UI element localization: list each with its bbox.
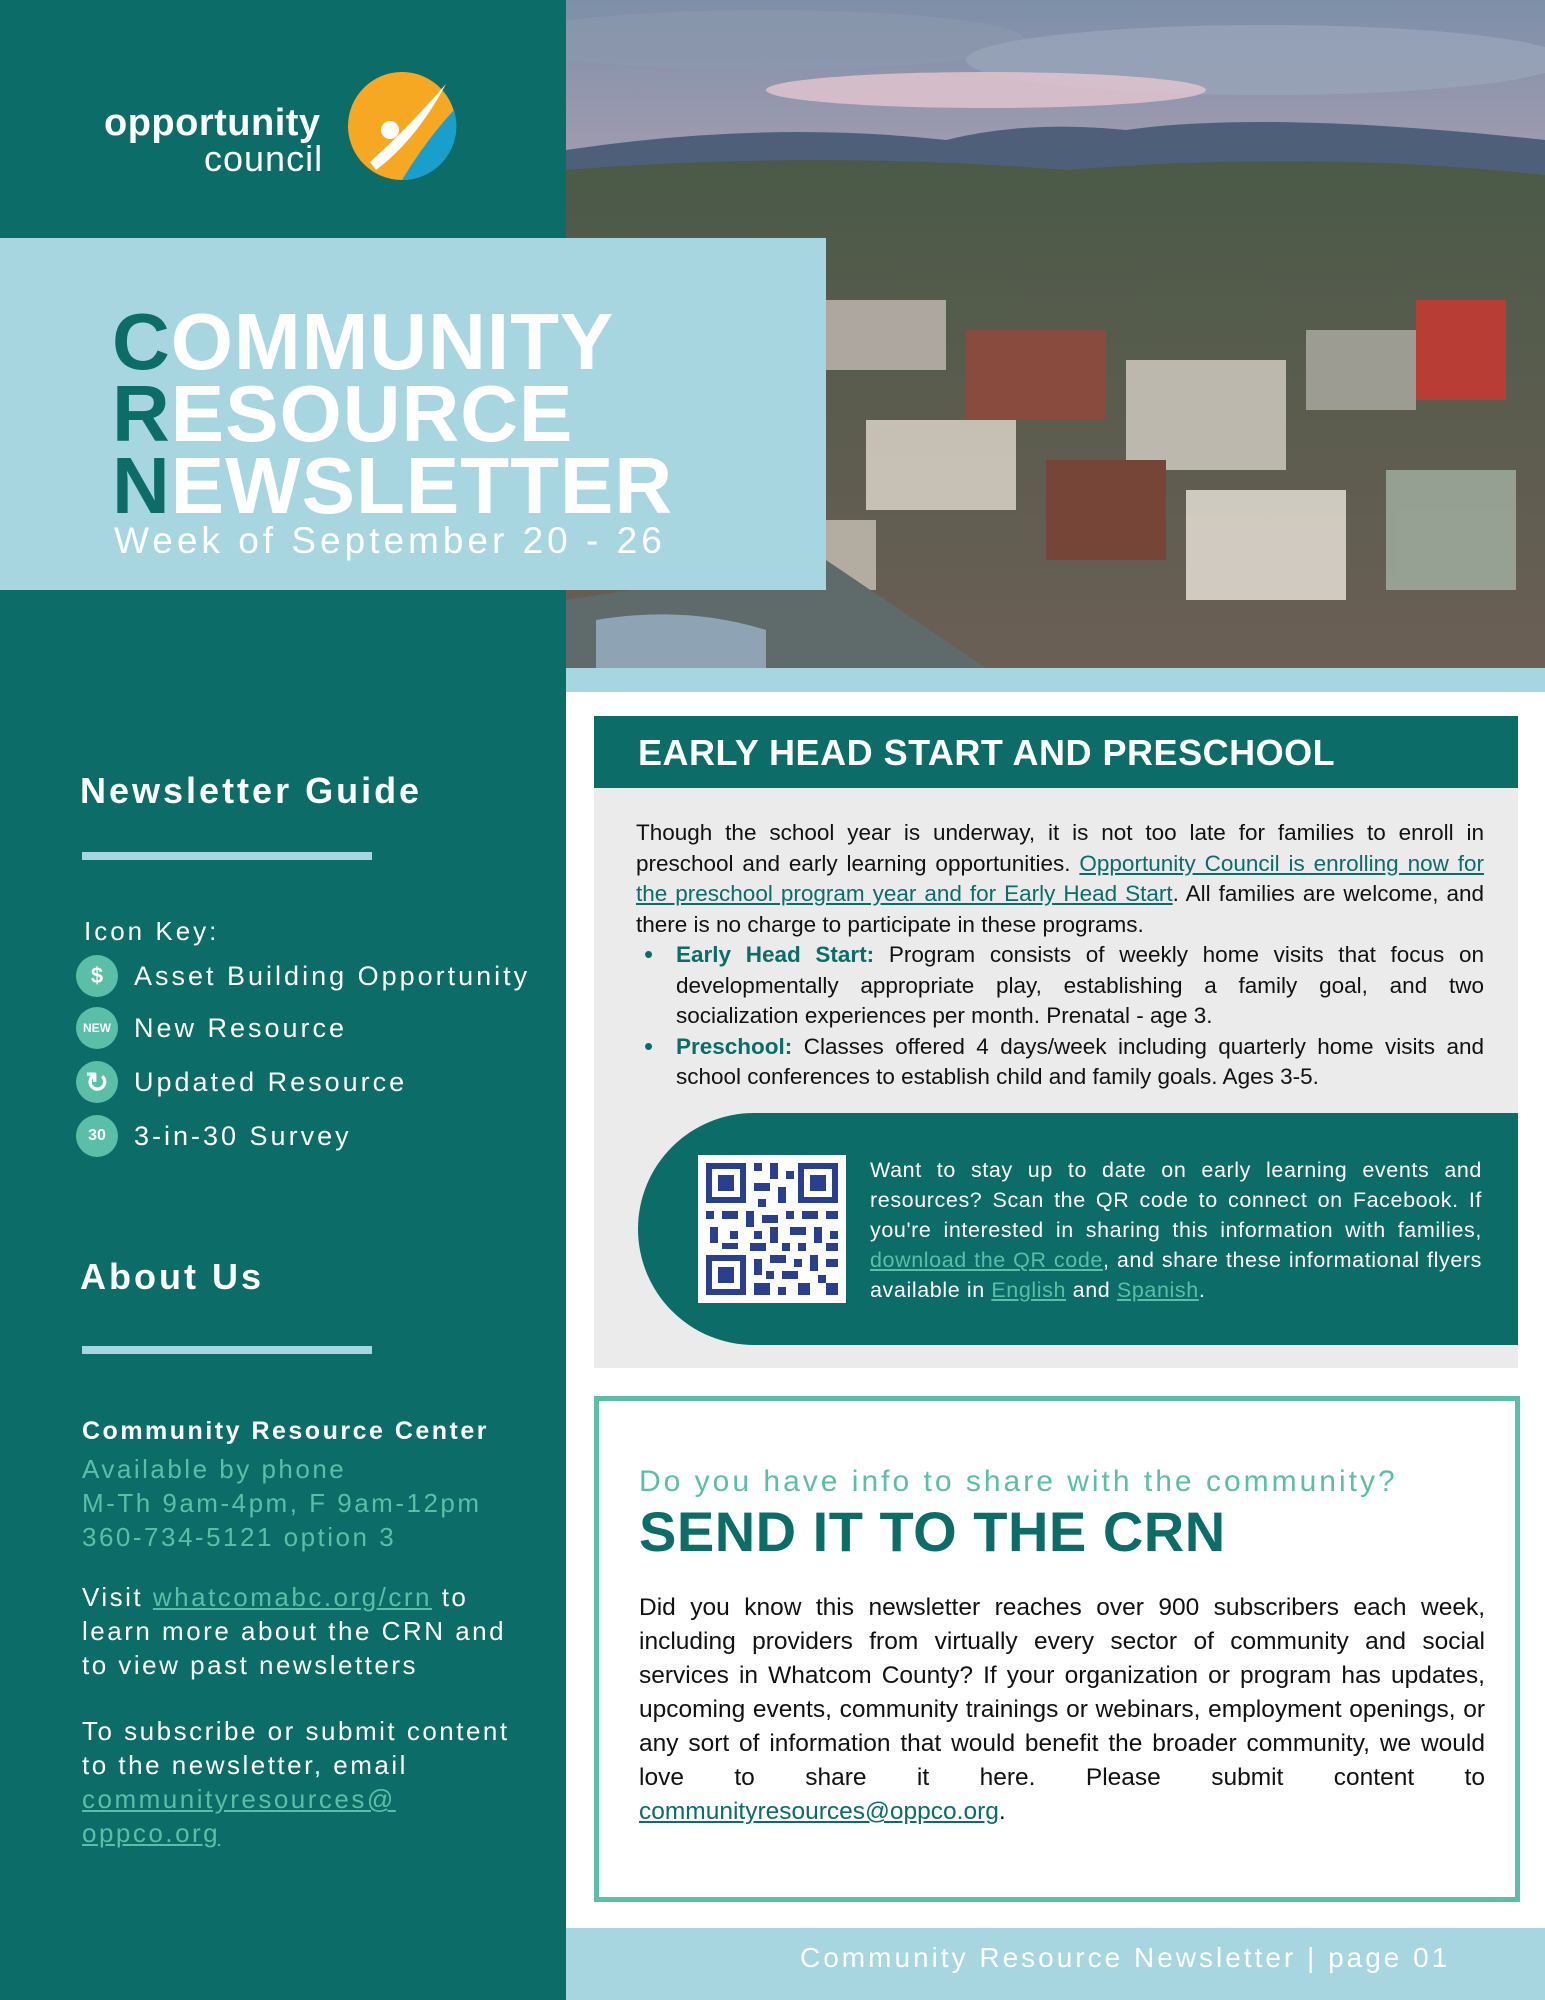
icon-key-row-survey [76, 1114, 352, 1158]
list-item: • Early Head Start: Program consists of weekly home visits that focus on developmentally appropriate play, establishing a family goal, and two socialization experiences per month. Prenatal - age 3. [676, 940, 1484, 1032]
logo-mark-icon [346, 70, 458, 182]
qr-description: Want to stay up to date on early learning events and resources? Scan the QR code to connect on Facebook. If you're interested in sharing this information with families, download the QR code, and share these informational flyers available in English and Spanish. [870, 1158, 1482, 1302]
icon-key-label: Icon Key: [84, 916, 220, 946]
hours-text: M-Th 9am-4pm, F 9am-12pm [82, 1488, 482, 1518]
page-footer: Community Resource Newsletter | page 01 [800, 1942, 1451, 1973]
send-it-box [594, 1396, 1520, 1902]
send-body: Did you know this newsletter reaches over 900 subscribers each week, including providers from virtually every sector of community and social services in Whatcom County? If your organization or program has updates, upcoming events, community trainings or webinars, employment openings, or any sort of information that would benefit the broader community, we would love to share it here. Please submit content to communityresources@oppco.org. [639, 1594, 1485, 1825]
send-title: SEND IT TO THE CRN [639, 1500, 1226, 1563]
guide-divider [82, 852, 372, 860]
survey-30-icon: 30 [76, 1115, 118, 1157]
icon-key-label-updated: Updated Resource [134, 1066, 408, 1097]
newsletter-guide-heading: Newsletter Guide [80, 770, 423, 811]
photo-divider-strip [566, 668, 1545, 692]
refresh-icon: ↻ [76, 1061, 118, 1103]
center-name: Community Resource Center [82, 1417, 490, 1445]
spanish-flyer-link[interactable]: Spanish [1116, 1278, 1199, 1302]
title-line-resource: RESOURCE [112, 369, 574, 458]
title-line-newsletter: NEWSLETTER [112, 441, 674, 530]
title-line-community: COMMUNITY [112, 297, 615, 386]
icon-key-label-survey: 3-in-30 Survey [134, 1120, 352, 1151]
ehs-card [594, 788, 1518, 1368]
title-band [0, 238, 826, 590]
logo-word-council: council [204, 138, 324, 179]
about-us-heading: About Us [80, 1256, 264, 1297]
english-flyer-link[interactable]: English [991, 1278, 1067, 1302]
ehs-title: EARLY HEAD START AND PRESCHOOL [638, 732, 1336, 773]
send-question: Do you have info to share with the community? [639, 1465, 1398, 1498]
subscribe-paragraph: To subscribe or submit content to the newsletter, email communityresources@ oppco.org [82, 1716, 510, 1848]
qr-code[interactable] [698, 1155, 846, 1303]
availability-text: Available by phone [82, 1454, 347, 1484]
opportunity-council-logo [104, 68, 464, 188]
dollar-icon: $ [76, 955, 118, 997]
logo-word-opportunity: opportunity [104, 102, 321, 144]
subscribe-email-link[interactable]: communityresources@ oppco.org [82, 1784, 396, 1848]
icon-key-label-asset: Asset Building Opportunity [134, 960, 531, 991]
phone-text: 360-734-5121 option 3 [82, 1522, 397, 1552]
list-item: • Preschool: Classes offered 4 days/week including quarterly home visits and school conferences to establish child and family goals. Ages 3-5. [676, 1032, 1484, 1093]
crn-website-link[interactable]: whatcomabc.org/crn [152, 1582, 432, 1612]
enrollment-link[interactable]: Opportunity Council is enrolling now for the preschool program year and for Early Head Start [636, 850, 1484, 906]
ehs-intro: Though the school year is underway, it is not too late for families to enroll in preschool and early learning opportunities. Opportunity Council is enrolling now for the preschool program year and for Early Head Start. All families are welcome, and there is no charge to participate in these programs. [636, 820, 1484, 937]
about-divider [82, 1346, 372, 1354]
download-qr-link[interactable]: download the QR code [870, 1248, 1103, 1272]
icon-key-row-updated [76, 1060, 407, 1104]
icon-key-label-new: New Resource [134, 1012, 348, 1043]
ehs-text [636, 818, 1484, 1093]
new-badge-icon: NEW [76, 1007, 118, 1049]
icon-key-row-new [76, 1006, 347, 1050]
icon-key-row-asset [76, 954, 530, 998]
visit-paragraph: Visit whatcomabc.org/crn to learn more about the CRN and to view past newsletters [82, 1582, 507, 1680]
week-subtitle: Week of September 20 - 26 [114, 520, 666, 561]
qr-panel [638, 1113, 1518, 1345]
ehs-bullet-list [636, 940, 1484, 1093]
qr-code-icon [698, 1155, 846, 1303]
ehs-header [594, 716, 1518, 788]
submit-email-link[interactable]: communityresources@oppco.org [639, 1798, 999, 1825]
